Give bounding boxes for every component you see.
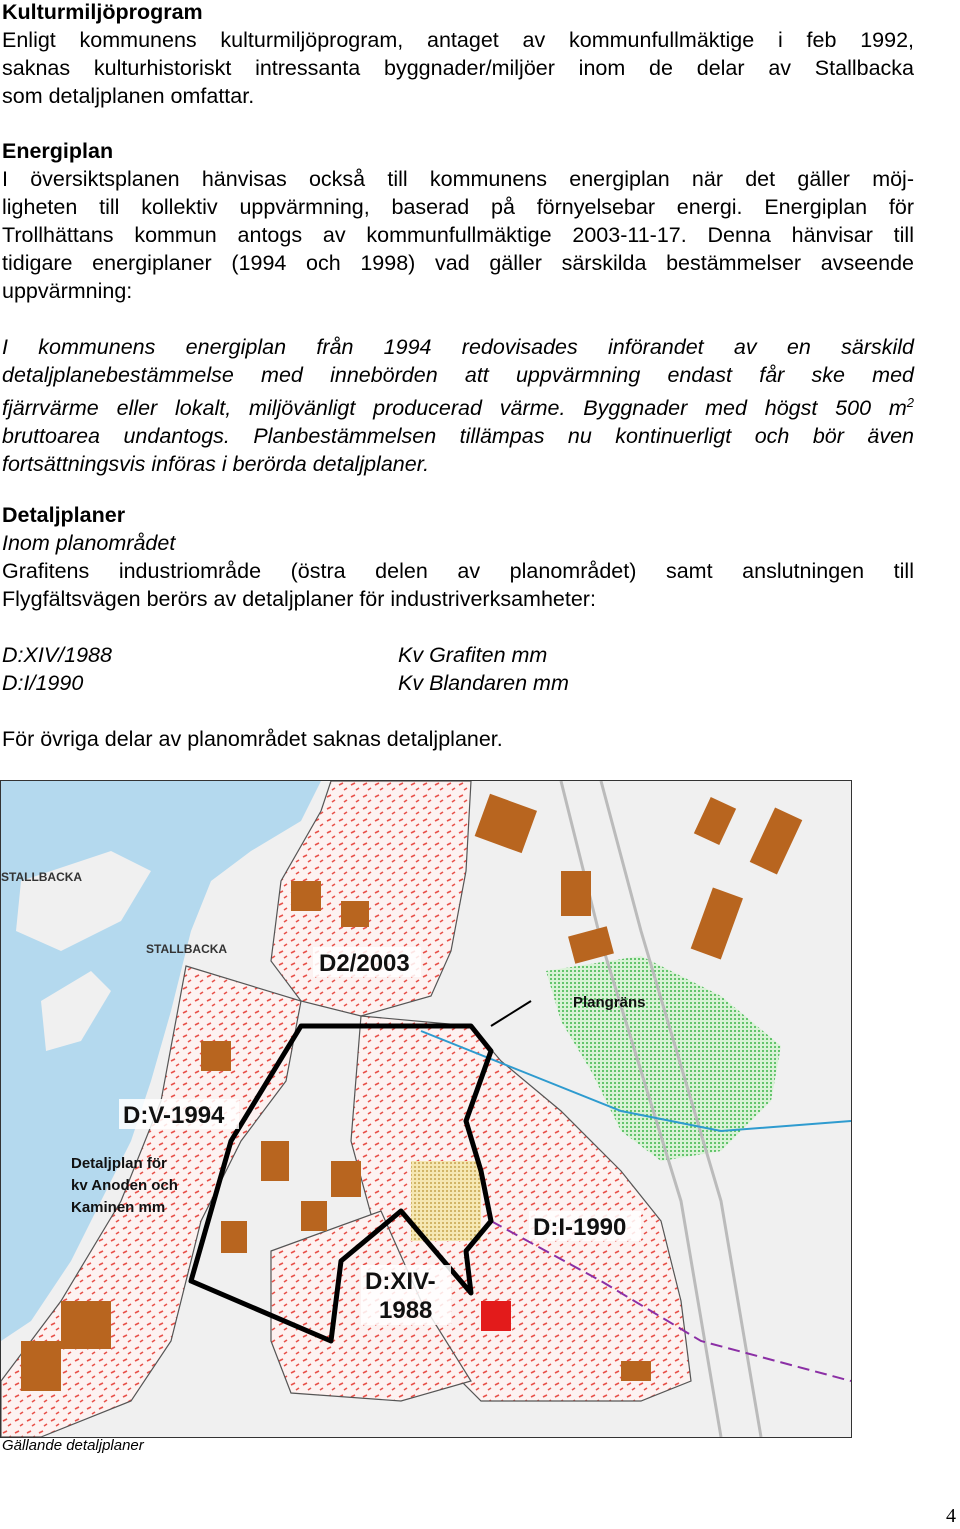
map-label-stallbacka: STALLBACKA (146, 942, 228, 956)
paragraph-line: som detaljplanen omfattar. (2, 84, 255, 108)
map-label-d2-2003: D2/2003 (319, 950, 410, 977)
plan-name: Kv Grafiten mm (398, 643, 548, 667)
detaljplaner-map (0, 780, 852, 1438)
plan-code: D:I/1990 (2, 671, 84, 695)
map-label-dv-desc-3: Kaminen mm (71, 1199, 166, 1216)
map-caption: Gällande detaljplaner (2, 1437, 144, 1454)
quote-line: detaljplanebestämmelse med innebörden att uppvärmning endast får ske med (2, 363, 914, 387)
plan-code: D:XIV/1988 (2, 643, 112, 667)
map-label-di-1990: D:I-1990 (533, 1214, 627, 1241)
heading-energiplan: Energiplan (2, 139, 114, 163)
paragraph-line: Enligt kommunens kulturmiljöprogram, antaget av kommunfullmäktige i feb 1992, (2, 28, 914, 52)
plan-name: Kv Blandaren mm (398, 671, 569, 695)
map-svg (1, 781, 851, 1437)
section-energiplan (2, 137, 914, 305)
heading-kulturmiljoprogram: Kulturmiljöprogram (2, 0, 203, 24)
map-label-dv-desc-1: Detaljplan för (71, 1155, 167, 1172)
superscript: 2 (906, 395, 914, 410)
paragraph-line: Trollhättans kommun antogs av kommunfullmäktige 2003-11-17. Denna hänvisar till (2, 223, 914, 247)
page-number: 4 (946, 1505, 956, 1527)
highlighted-building (481, 1301, 511, 1331)
map-label-dxiv-2: 1988 (379, 1297, 433, 1324)
yellow-area (411, 1161, 481, 1241)
section-kulturmiljoprogram (2, 0, 914, 110)
quote-line: I kommunens energiplan från 1994 redovisades införandet av en särskild (2, 335, 914, 359)
paragraph-line: Grafitens industriområde (östra delen av planområdet) samt anslutningen till (2, 559, 914, 583)
paragraph-line: tidigare energiplaner (1994 och 1998) vad gäller särskilda bestämmelser avseende (2, 251, 914, 275)
subheading-inom-planomradet: Inom planområdet (2, 531, 176, 555)
energiplan-quote (2, 333, 914, 478)
paragraph-line: ligheten till kollektiv uppvärmning, baserad på förnyelsebar energi. Energiplan för (2, 195, 914, 219)
map-label-dv-1994: D:V-1994 (123, 1102, 225, 1129)
closing-paragraph: För övriga delar av planområdet saknas detaljplaner. (2, 727, 503, 751)
quote-line-with-sup (2, 389, 914, 422)
section-detaljplaner (2, 501, 914, 613)
heading-detaljplaner: Detaljplaner (2, 503, 126, 527)
map-label-dv-desc-2: kv Anoden och (71, 1177, 178, 1194)
paragraph-line: saknas kulturhistoriskt intressanta byggnader/miljöer inom de delar av Stallbacka (2, 56, 914, 80)
paragraph-line: Flygfältsvägen berörs av detaljplaner för industriverksamheter: (2, 587, 596, 611)
map-label-dxiv-1: D:XIV- (365, 1268, 436, 1295)
map-label-stallbacka-top: STALLBACKA (1, 870, 83, 884)
quote-line: fjärrvärme eller lokalt, miljövänligt producerad värme. Byggnader med högst 500 m (2, 396, 907, 421)
map-label-plangrans: Plangräns (573, 994, 646, 1011)
quote-line: bruttoarea undantogs. Planbestämmelsen tillämpas nu kontinuerligt och bör även (2, 424, 914, 449)
paragraph-line: uppvärmning: (2, 279, 133, 303)
paragraph-line: I översiktsplanen hänvisas också till kommunens energiplan när det gäller möj- (2, 167, 914, 191)
quote-line: fortsättningsvis införas i berörda detaljplaner. (2, 452, 430, 477)
